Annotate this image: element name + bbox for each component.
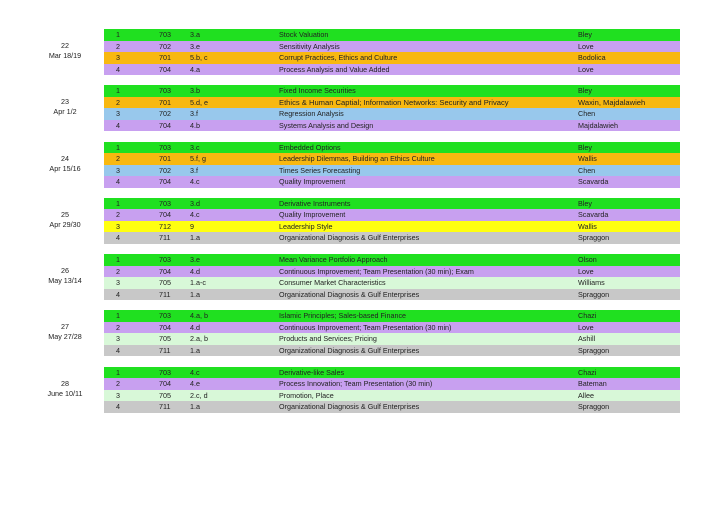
period-cell: 4 (116, 233, 120, 243)
course-cell: 701 (159, 154, 171, 164)
course-cell: 703 (159, 367, 171, 377)
period-cell: 1 (116, 367, 120, 377)
session-cell: 4.a, b (190, 311, 208, 321)
schedule-row (104, 289, 680, 301)
period-cell: 3 (116, 165, 120, 175)
course-cell: 703 (159, 86, 171, 96)
topic-cell: Leadership Dilemmas, Building an Ethics Culture (279, 154, 435, 164)
week-block (0, 29, 728, 75)
week-block (0, 142, 728, 188)
topic-cell: Regression Analysis (279, 109, 344, 119)
course-cell: 703 (159, 142, 171, 152)
course-cell: 711 (159, 289, 171, 299)
topic-cell: Ethics & Human Captial; Information Networks: Security and Privacy (279, 97, 509, 107)
schedule-row (104, 322, 680, 334)
period-cell: 3 (116, 278, 120, 288)
period-cell: 2 (116, 322, 120, 332)
course-cell: 705 (159, 278, 171, 288)
week-number: 26 (61, 266, 69, 276)
schedule-row (104, 232, 680, 244)
course-cell: 705 (159, 334, 171, 344)
course-cell: 712 (159, 221, 171, 231)
instructor-cell: Allee (578, 390, 594, 400)
period-cell: 1 (116, 86, 120, 96)
course-cell: 704 (159, 64, 171, 74)
instructor-cell: Bley (578, 198, 592, 208)
week-block (0, 85, 728, 131)
period-cell: 4 (116, 345, 120, 355)
week-number: 22 (61, 41, 69, 50)
period-cell: 1 (116, 198, 120, 208)
course-cell: 704 (159, 322, 171, 332)
session-cell: 3.f (190, 109, 198, 119)
course-cell: 701 (159, 53, 171, 62)
schedule-row (104, 209, 680, 221)
instructor-cell: Chen (578, 165, 596, 175)
session-cell: 4.d (190, 322, 200, 332)
schedule-row (104, 153, 680, 165)
period-cell: 4 (116, 289, 120, 299)
session-cell: 1.a (190, 402, 200, 412)
course-cell: 704 (159, 379, 171, 389)
week-block (0, 254, 728, 300)
topic-cell: Continuous Improvement; Team Presentation (30 min) (279, 322, 452, 332)
week-number: 24 (61, 153, 69, 163)
schedule-row (104, 221, 680, 233)
topic-cell: Process Analysis and Value Added (279, 64, 390, 74)
session-cell: 1.a (190, 345, 200, 355)
session-cell: 5.f, g (190, 154, 206, 164)
period-cell: 3 (116, 53, 120, 62)
week-dates: May 27/28 (48, 332, 82, 342)
topic-cell: Organizational Diagnosis & Gulf Enterprises (279, 345, 420, 355)
topic-cell: Islamic Principles; Sales-based Finance (279, 311, 407, 321)
course-cell: 703 (159, 198, 171, 208)
session-cell: 3.e (190, 255, 200, 265)
period-cell: 4 (116, 177, 120, 187)
week-label (30, 41, 100, 61)
period-cell: 1 (116, 30, 120, 39)
course-cell: 704 (159, 266, 171, 276)
course-cell: 704 (159, 210, 171, 220)
period-cell: 2 (116, 154, 120, 164)
course-cell: 702 (159, 165, 171, 175)
session-cell: 2.c, d (190, 390, 208, 400)
week-block (0, 367, 728, 413)
course-cell: 703 (159, 30, 171, 39)
schedule-row (104, 367, 680, 379)
session-cell: 5.d, e (190, 97, 208, 107)
session-cell: 4.c (190, 210, 200, 220)
course-cell: 711 (159, 402, 171, 412)
course-cell: 705 (159, 390, 171, 400)
instructor-cell: Waxin, Majdalawieh (578, 97, 646, 107)
period-cell: 2 (116, 97, 120, 107)
course-cell: 703 (159, 311, 171, 321)
instructor-cell: Ashill (578, 334, 596, 344)
period-cell: 1 (116, 311, 120, 321)
schedule-row (104, 52, 680, 64)
schedule-row (104, 345, 680, 357)
week-block (0, 310, 728, 356)
schedule-row (104, 333, 680, 345)
session-cell: 4.c (190, 177, 200, 187)
week-label (30, 322, 100, 342)
session-cell: 4.d (190, 266, 200, 276)
course-cell: 704 (159, 177, 171, 187)
instructor-cell: Love (578, 41, 594, 51)
week-number: 28 (61, 378, 69, 388)
period-cell: 2 (116, 379, 120, 389)
course-cell: 702 (159, 41, 171, 51)
week-label (30, 154, 100, 174)
schedule-row (104, 85, 680, 97)
session-cell: 3.d (190, 198, 200, 208)
topic-cell: Quality Improvement (279, 210, 346, 220)
week-label (30, 379, 100, 399)
session-cell: 3.f (190, 165, 198, 175)
schedule-row (104, 165, 680, 177)
schedule-table (0, 29, 728, 423)
schedule-row (104, 142, 680, 154)
schedule-row (104, 378, 680, 390)
instructor-cell: Scavarda (578, 210, 609, 220)
schedule-row (104, 41, 680, 53)
instructor-cell: Spraggon (578, 402, 610, 412)
topic-cell: Quality Improvement (279, 177, 346, 187)
topic-cell: Organizational Diagnosis & Gulf Enterprises (279, 402, 420, 412)
topic-cell: Derivative-like Sales (279, 367, 345, 377)
schedule-row (104, 198, 680, 210)
session-cell: 4.a (190, 64, 200, 74)
instructor-cell: Chen (578, 109, 596, 119)
instructor-cell: Spraggon (578, 233, 610, 243)
period-cell: 4 (116, 64, 120, 74)
topic-cell: Promotion, Place (279, 390, 334, 400)
instructor-cell: Love (578, 64, 594, 74)
instructor-cell: Spraggon (578, 345, 610, 355)
course-cell: 701 (159, 97, 171, 107)
week-dates: Apr 29/30 (49, 219, 81, 229)
topic-cell: Consumer Market Characteristics (279, 278, 386, 288)
session-cell: 4.e (190, 379, 200, 389)
instructor-cell: Love (578, 266, 594, 276)
session-cell: 5.b, c (190, 53, 208, 62)
instructor-cell: Majdalawieh (578, 120, 618, 130)
period-cell: 4 (116, 120, 120, 130)
week-dates: May 13/14 (48, 276, 82, 286)
topic-cell: Derivative Instruments (279, 198, 351, 208)
week-number: 23 (61, 97, 69, 107)
session-cell: 3.b (190, 86, 200, 96)
period-cell: 1 (116, 255, 120, 265)
session-cell: 3.a (190, 30, 200, 39)
schedule-row (104, 29, 680, 41)
course-cell: 702 (159, 109, 171, 119)
instructor-cell: Olson (578, 255, 597, 265)
week-label (30, 97, 100, 117)
course-cell: 704 (159, 120, 171, 130)
schedule-row (104, 120, 680, 132)
schedule-row (104, 64, 680, 76)
session-cell: 3.e (190, 41, 200, 51)
topic-cell: Products and Services; Pricing (279, 334, 377, 344)
schedule-row (104, 390, 680, 402)
instructor-cell: Love (578, 322, 594, 332)
schedule-row (104, 176, 680, 188)
topic-cell: Fixed Income Securities (279, 86, 356, 96)
week-label (30, 266, 100, 286)
instructor-cell: Williams (578, 278, 605, 288)
session-cell: 3.c (190, 142, 200, 152)
week-dates: Apr 15/16 (49, 163, 81, 173)
schedule-row (104, 401, 680, 413)
course-cell: 703 (159, 255, 171, 265)
schedule-row (104, 108, 680, 120)
session-cell: 1.a (190, 233, 200, 243)
topic-cell: Organizational Diagnosis & Gulf Enterprises (279, 233, 420, 243)
session-cell: 4.c (190, 367, 200, 377)
period-cell: 3 (116, 109, 120, 119)
topic-cell: Leadership Style (279, 221, 333, 231)
instructor-cell: Bley (578, 30, 592, 39)
session-cell: 9 (190, 221, 194, 231)
week-dates: June 10/11 (47, 388, 83, 398)
instructor-cell: Scavarda (578, 177, 609, 187)
topic-cell: Continuous Improvement; Team Presentation (30 min); Exam (279, 266, 474, 276)
period-cell: 3 (116, 221, 120, 231)
topic-cell: Sensitivity Analysis (279, 41, 340, 51)
schedule-row (104, 97, 680, 109)
schedule-row (104, 266, 680, 278)
instructor-cell: Bley (578, 86, 592, 96)
period-cell: 2 (116, 41, 120, 51)
topic-cell: Systems Analysis and Design (279, 120, 374, 130)
topic-cell: Embedded Options (279, 142, 341, 152)
instructor-cell: Bley (578, 142, 592, 152)
session-cell: 4.b (190, 120, 200, 130)
period-cell: 1 (116, 142, 120, 152)
week-label (30, 210, 100, 230)
topic-cell: Stock Valuation (279, 30, 329, 39)
schedule-row (104, 277, 680, 289)
topic-cell: Times Series Forecasting (279, 165, 361, 175)
instructor-cell: Wallis (578, 154, 597, 164)
period-cell: 2 (116, 210, 120, 220)
week-number: 27 (61, 322, 69, 332)
topic-cell: Process Innovation; Team Presentation (30 min) (279, 379, 433, 389)
course-cell: 711 (159, 233, 171, 243)
period-cell: 2 (116, 266, 120, 276)
week-dates: Apr 1/2 (53, 107, 77, 117)
period-cell: 3 (116, 390, 120, 400)
schedule-row (104, 254, 680, 266)
period-cell: 3 (116, 334, 120, 344)
course-cell: 711 (159, 345, 171, 355)
week-block (0, 198, 728, 244)
topic-cell: Organizational Diagnosis & Gulf Enterprises (279, 289, 420, 299)
instructor-cell: Wallis (578, 221, 597, 231)
instructor-cell: Chazi (578, 311, 597, 321)
instructor-cell: Bodolica (578, 53, 606, 62)
topic-cell: Corrupt Practices, Ethics and Culture (279, 53, 398, 62)
instructor-cell: Bateman (578, 379, 607, 389)
instructor-cell: Spraggon (578, 289, 610, 299)
week-number: 25 (61, 209, 69, 219)
instructor-cell: Chazi (578, 367, 597, 377)
session-cell: 1.a (190, 289, 200, 299)
week-dates: Mar 18/19 (48, 51, 82, 60)
topic-cell: Mean Variance Portfolio Approach (279, 255, 388, 265)
session-cell: 2.a, b (190, 334, 208, 344)
schedule-row (104, 310, 680, 322)
period-cell: 4 (116, 402, 120, 412)
session-cell: 1.a-c (190, 278, 206, 288)
